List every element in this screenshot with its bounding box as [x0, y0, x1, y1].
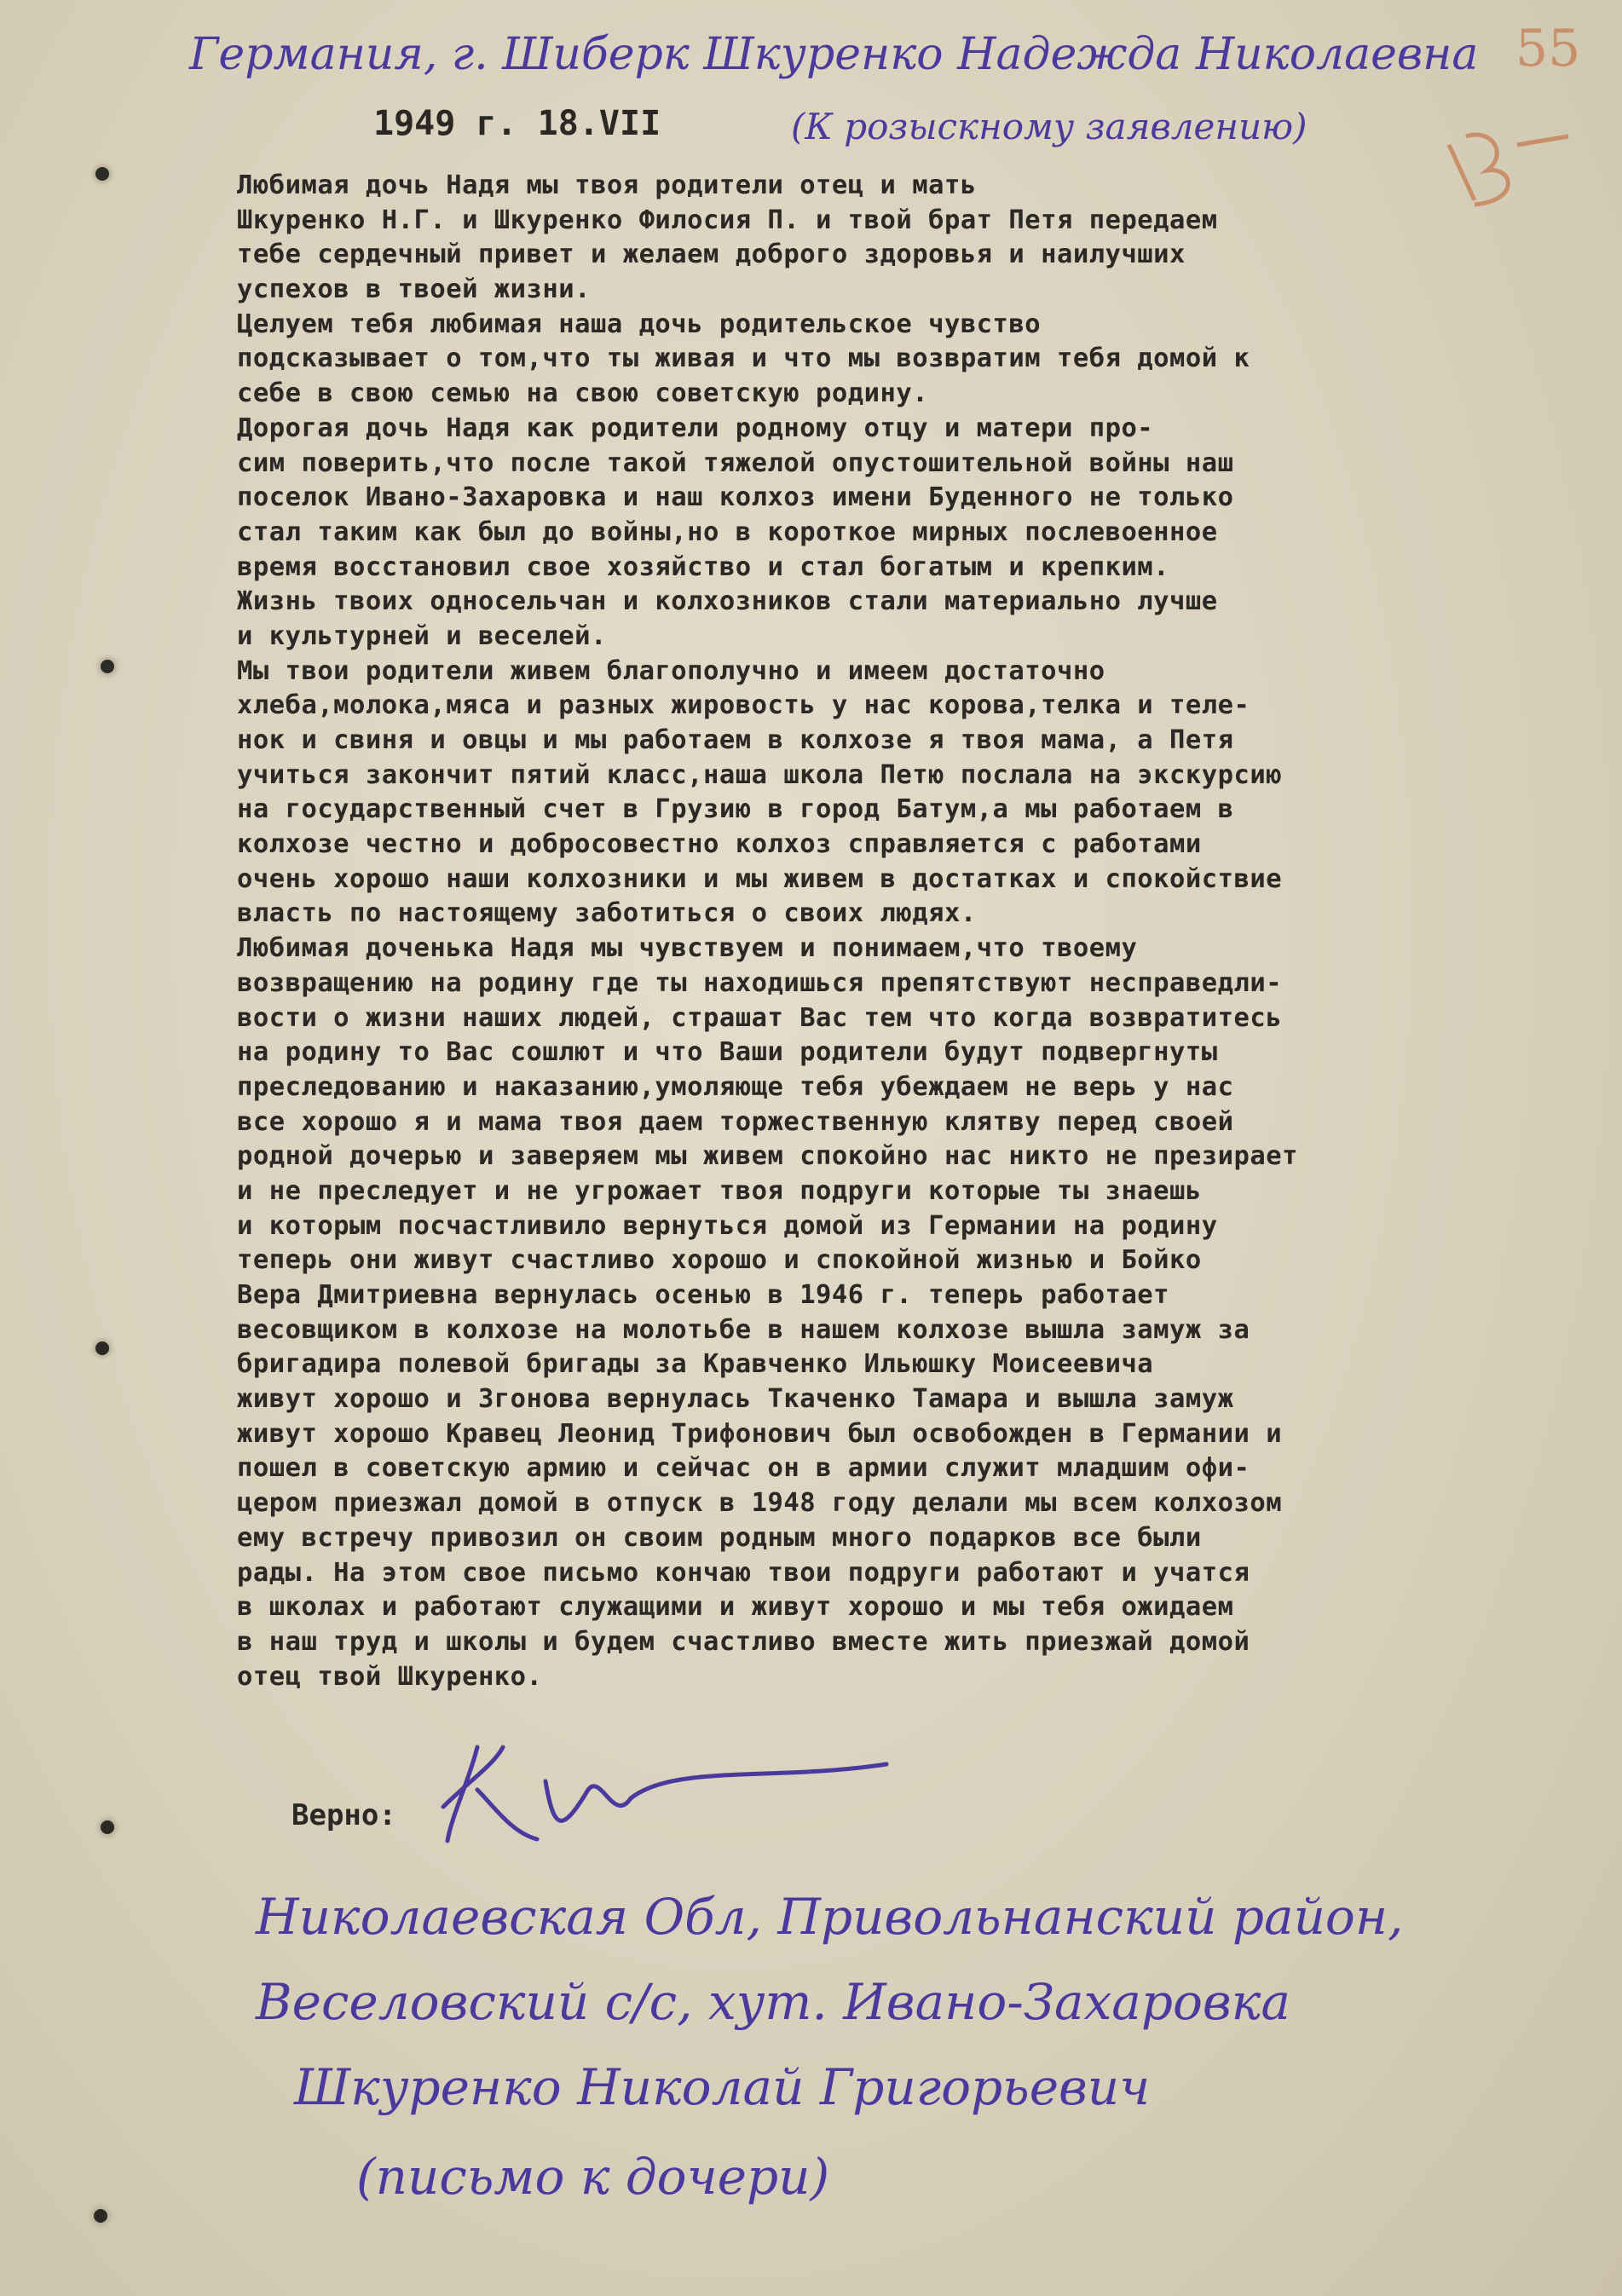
letter-line: отец твой Шкуренко. — [237, 1661, 543, 1692]
verno-label: Верно: — [291, 1798, 396, 1832]
address-line: Веселовский с/с, хут. Ивано-Захаровка — [256, 1973, 1290, 2031]
letter-line: себе в свою семью на свою советскую родину. — [237, 378, 929, 409]
letter-line: Любимая дочь Надя мы твоя родители отец и мать — [237, 170, 977, 200]
letter-line: подсказывает о том,что ты живая и что мы возвратим тебя домой к — [237, 343, 1250, 374]
letter-date: 1949 г. 18.VII — [373, 104, 661, 143]
handwritten-header-note: (К розыскному заявлению) — [791, 106, 1307, 147]
letter-line: Любимая доченька Надя мы чувствуем и понимаем,что твоему — [237, 933, 1138, 964]
letter-line: нок и свиня и овцы и мы работаем в колхозе я твоя мама, а Петя — [237, 725, 1234, 755]
punch-hole — [101, 1820, 114, 1834]
letter-line: преследованию и наказанию,умоляюще тебя убеждаем не верь у нас — [237, 1071, 1234, 1102]
address-line: (письмо к дочери) — [356, 2148, 830, 2206]
address-line: Шкуренко Николай Григорьевич — [294, 2058, 1151, 2116]
letter-line: хлеба,молока,мяса и разных жировость у нас корова,телка и теле- — [237, 690, 1250, 721]
letter-line: цером приезжал домой в отпуск в 1948 году делали мы всем колхозом — [237, 1488, 1283, 1519]
page-number: 55 — [1515, 19, 1581, 78]
punch-hole — [94, 2209, 107, 2223]
letter-line: очень хорошо наши колхозники и мы живем в достатках и спокойствие — [237, 863, 1283, 894]
letter-line: в наш труд и школы и будем счастливо вместе жить приезжай домой — [237, 1626, 1250, 1657]
letter-line: Шкуренко Н.Г. и Шкуренко Филосия П. и твой брат Петя передаем — [237, 205, 1218, 235]
letter-line: все хорошо я и мама твоя даем торжественную клятву перед своей — [237, 1106, 1234, 1137]
letter-line: поселок Ивано-Захаровка и наш колхоз имени Буденного не только — [237, 482, 1234, 513]
letter-line: живут хорошо и Згонова вернулась Ткаченко Тамара и вышла замуж — [237, 1384, 1234, 1415]
letter-body — [237, 169, 1601, 1694]
letter-line: весовщиком в колхозе на молотьбе в нашем колхозе вышла замуж за — [237, 1314, 1250, 1345]
letter-line: возвращению на родину где ты находишься препятствуют несправедли- — [237, 967, 1283, 998]
letter-line: Жизнь твоих односельчан и колхозников стали материально лучше — [237, 586, 1218, 617]
letter-line: тебе сердечный привет и желаем доброго здоровья и наилучших — [237, 239, 1186, 270]
letter-line: и не преследует и не угрожает твоя подруги которые ты знаешь — [237, 1175, 1202, 1206]
handwritten-header: Германия, г. Шиберк Шкуренко Надежда Николаевна — [189, 29, 1479, 80]
letter-line: теперь они живут счастливо хорошо и спокойной жизнью и Бойко — [237, 1245, 1202, 1276]
letter-line: бригадира полевой бригады за Кравченко Ильюшку Моисеевича — [237, 1349, 1154, 1380]
letter-line: успехов в твоей жизни. — [237, 274, 591, 305]
punch-hole — [101, 660, 114, 673]
punch-hole — [95, 167, 109, 181]
letter-line: сим поверить,что после такой тяжелой опустошительной войны наш — [237, 447, 1234, 478]
punch-hole — [95, 1341, 109, 1355]
letter-line: родной дочерью и заверяем мы живем спокойно нас никто не презирает — [237, 1141, 1298, 1172]
letter-line: Мы твои родители живем благополучно и имеем достаточно — [237, 655, 1105, 686]
signature — [418, 1730, 895, 1849]
letter-line: рады. На этом свое письмо кончаю твои подруги работают и учатся — [237, 1557, 1250, 1588]
letter-line: время восстановил свое хозяйство и стал богатым и крепким. — [237, 551, 1170, 582]
letter-line: на государственный счет в Грузию в город Батум,а мы работаем в — [237, 794, 1234, 825]
letter-line: власть по настоящему заботиться о своих людях. — [237, 898, 977, 929]
letter-line: стал таким как был до войны,но в короткое мирных послевоенное — [237, 516, 1218, 547]
letter-line: ему встречу привозил он своим родным много подарков все были — [237, 1522, 1202, 1553]
letter-line: в школах и работают служащими и живут хорошо и мы тебя ожидаем — [237, 1592, 1234, 1623]
letter-line: учиться закончит пятий класс,наша школа Петю послала на экскурсию — [237, 759, 1283, 790]
address-line: Николаевская Обл, Привольнанский район, — [256, 1888, 1404, 1946]
letter-line: живут хорошо Кравец Леонид Трифонович был освобожден в Германии и — [237, 1418, 1283, 1449]
letter-line: вости о жизни наших людей, страшат Вас тем что когда возвратитесь — [237, 1002, 1283, 1033]
letter-line: пошел в советскую армию и сейчас он в армии служит младшим офи- — [237, 1453, 1250, 1484]
letter-line: колхозе честно и добросовестно колхоз справляется с работами — [237, 829, 1202, 860]
letter-line: и культурней и веселей. — [237, 620, 607, 651]
letter-line: Вера Дмитриевна вернулась осенью в 1946 г. теперь работает — [237, 1280, 1170, 1310]
letter-line: на родину то Вас сошлют и что Ваши родители будут подвергнуты — [237, 1037, 1218, 1068]
letter-line: Целуем тебя любимая наша дочь родительское чувство — [237, 309, 1042, 339]
letter-line: и которым посчастливило вернуться домой из Германии на родину — [237, 1210, 1218, 1241]
letter-line: Дорогая дочь Надя как родители родному отцу и матери про- — [237, 412, 1154, 443]
